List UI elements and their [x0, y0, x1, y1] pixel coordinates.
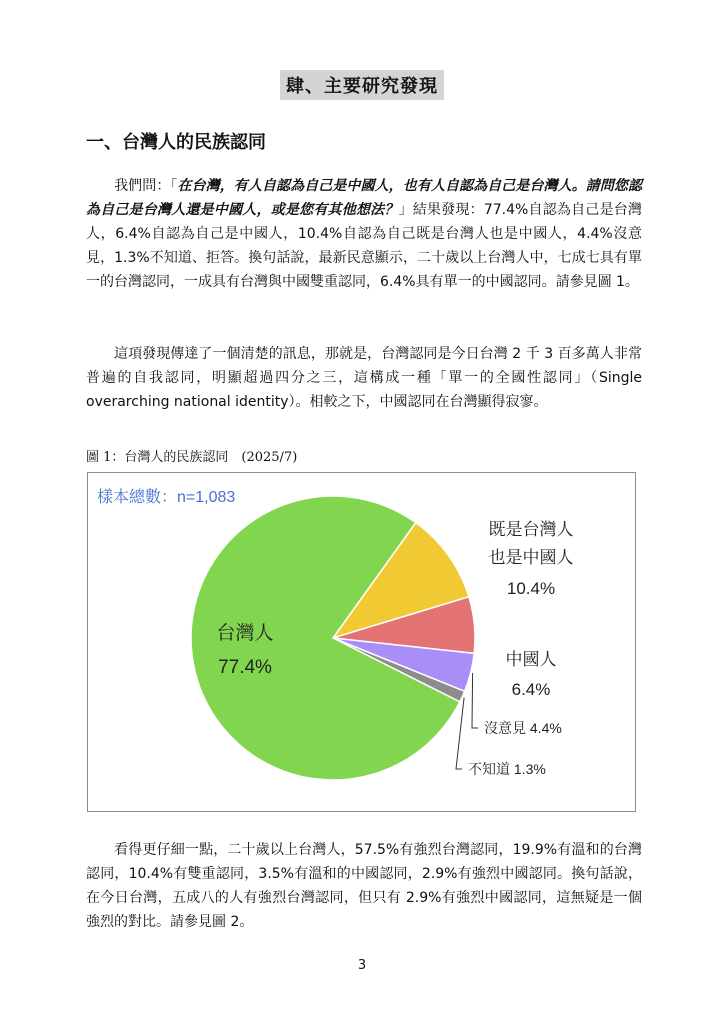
paragraph-3 [86, 838, 642, 934]
slice-value-chinese: 6.4% [511, 680, 551, 699]
page-number: 3 [357, 958, 367, 973]
subsection-heading: 一、台灣人的民族認同 [86, 132, 266, 153]
section-heading-wrap [0, 70, 724, 100]
slice-label-both-line2: 也是中國人 [488, 548, 574, 567]
slice-value-taiwanese: 77.4% [218, 657, 272, 678]
slice-label-both-line1: 既是台灣人 [488, 520, 574, 539]
section-heading: 肆、主要研究發現 [280, 70, 444, 100]
paragraph-2 [86, 342, 642, 414]
para1-rest: 」結果發現：77.4%自認為自己是台灣人，6.4%自認為自己是中國人，10.4%自認為自己既是台灣人也是中國人，4.4%沒意見，1.3%不知道、拒答。換句話說，最新民意顯示，二十歲以上台灣人中，七成七具有單一的台灣認同，一成具有台灣與中國雙重認同，6.4%具有單一的中國認同。請參見圖 1。 [86, 202, 642, 290]
para1-question: 在台灣，有人自認為自己是中國人，也有人自認為自己是台灣人。請問您認為自己是台灣人還是中國人，或是您有其他想法？ [86, 178, 643, 218]
pie-chart [88, 473, 637, 813]
slice-label-chinese: 中國人 [505, 650, 557, 669]
paragraph-1 [86, 174, 642, 294]
slice-label-taiwanese: 台灣人 [216, 623, 274, 644]
leader-line-no-opinion [472, 673, 478, 728]
para3-text: 看得更仔細一點，二十歲以上台灣人，57.5%有強烈台灣認同，19.9%有溫和的台灣認同，10.4%有雙重認同，3.5%有溫和的中國認同，2.9%有強烈中國認同。換句話說，在今日台灣，五成八的人有強烈台灣認同，但只有 2.9%有強烈中國認同，這無疑是一個強烈的對比。請參見圖 2。 [86, 842, 642, 930]
sample-size-label: 樣本總數：n=1,083 [97, 489, 236, 506]
slice-label-no-opinion: 沒意見 4.4% [484, 720, 562, 736]
para2-text: 這項發現傳達了一個清楚的訊息，那就是，台灣認同是今日台灣 2 千 3 百多萬人非常普遍的自我認同，明顯超過四分之三，這構成一種「單一的全國性認同」（Single overarching national identity）。相較之下，中國認同在台灣顯得寂寥。 [86, 346, 642, 410]
slice-value-both: 10.4% [506, 579, 556, 598]
para1-lead: 我們問：「 [114, 178, 178, 194]
pie-chart-frame [87, 472, 636, 812]
slice-label-dont-know: 不知道 1.3% [468, 761, 546, 777]
figure-caption: 圖 1：台灣人的民族認同 (2025/7) [86, 450, 298, 465]
